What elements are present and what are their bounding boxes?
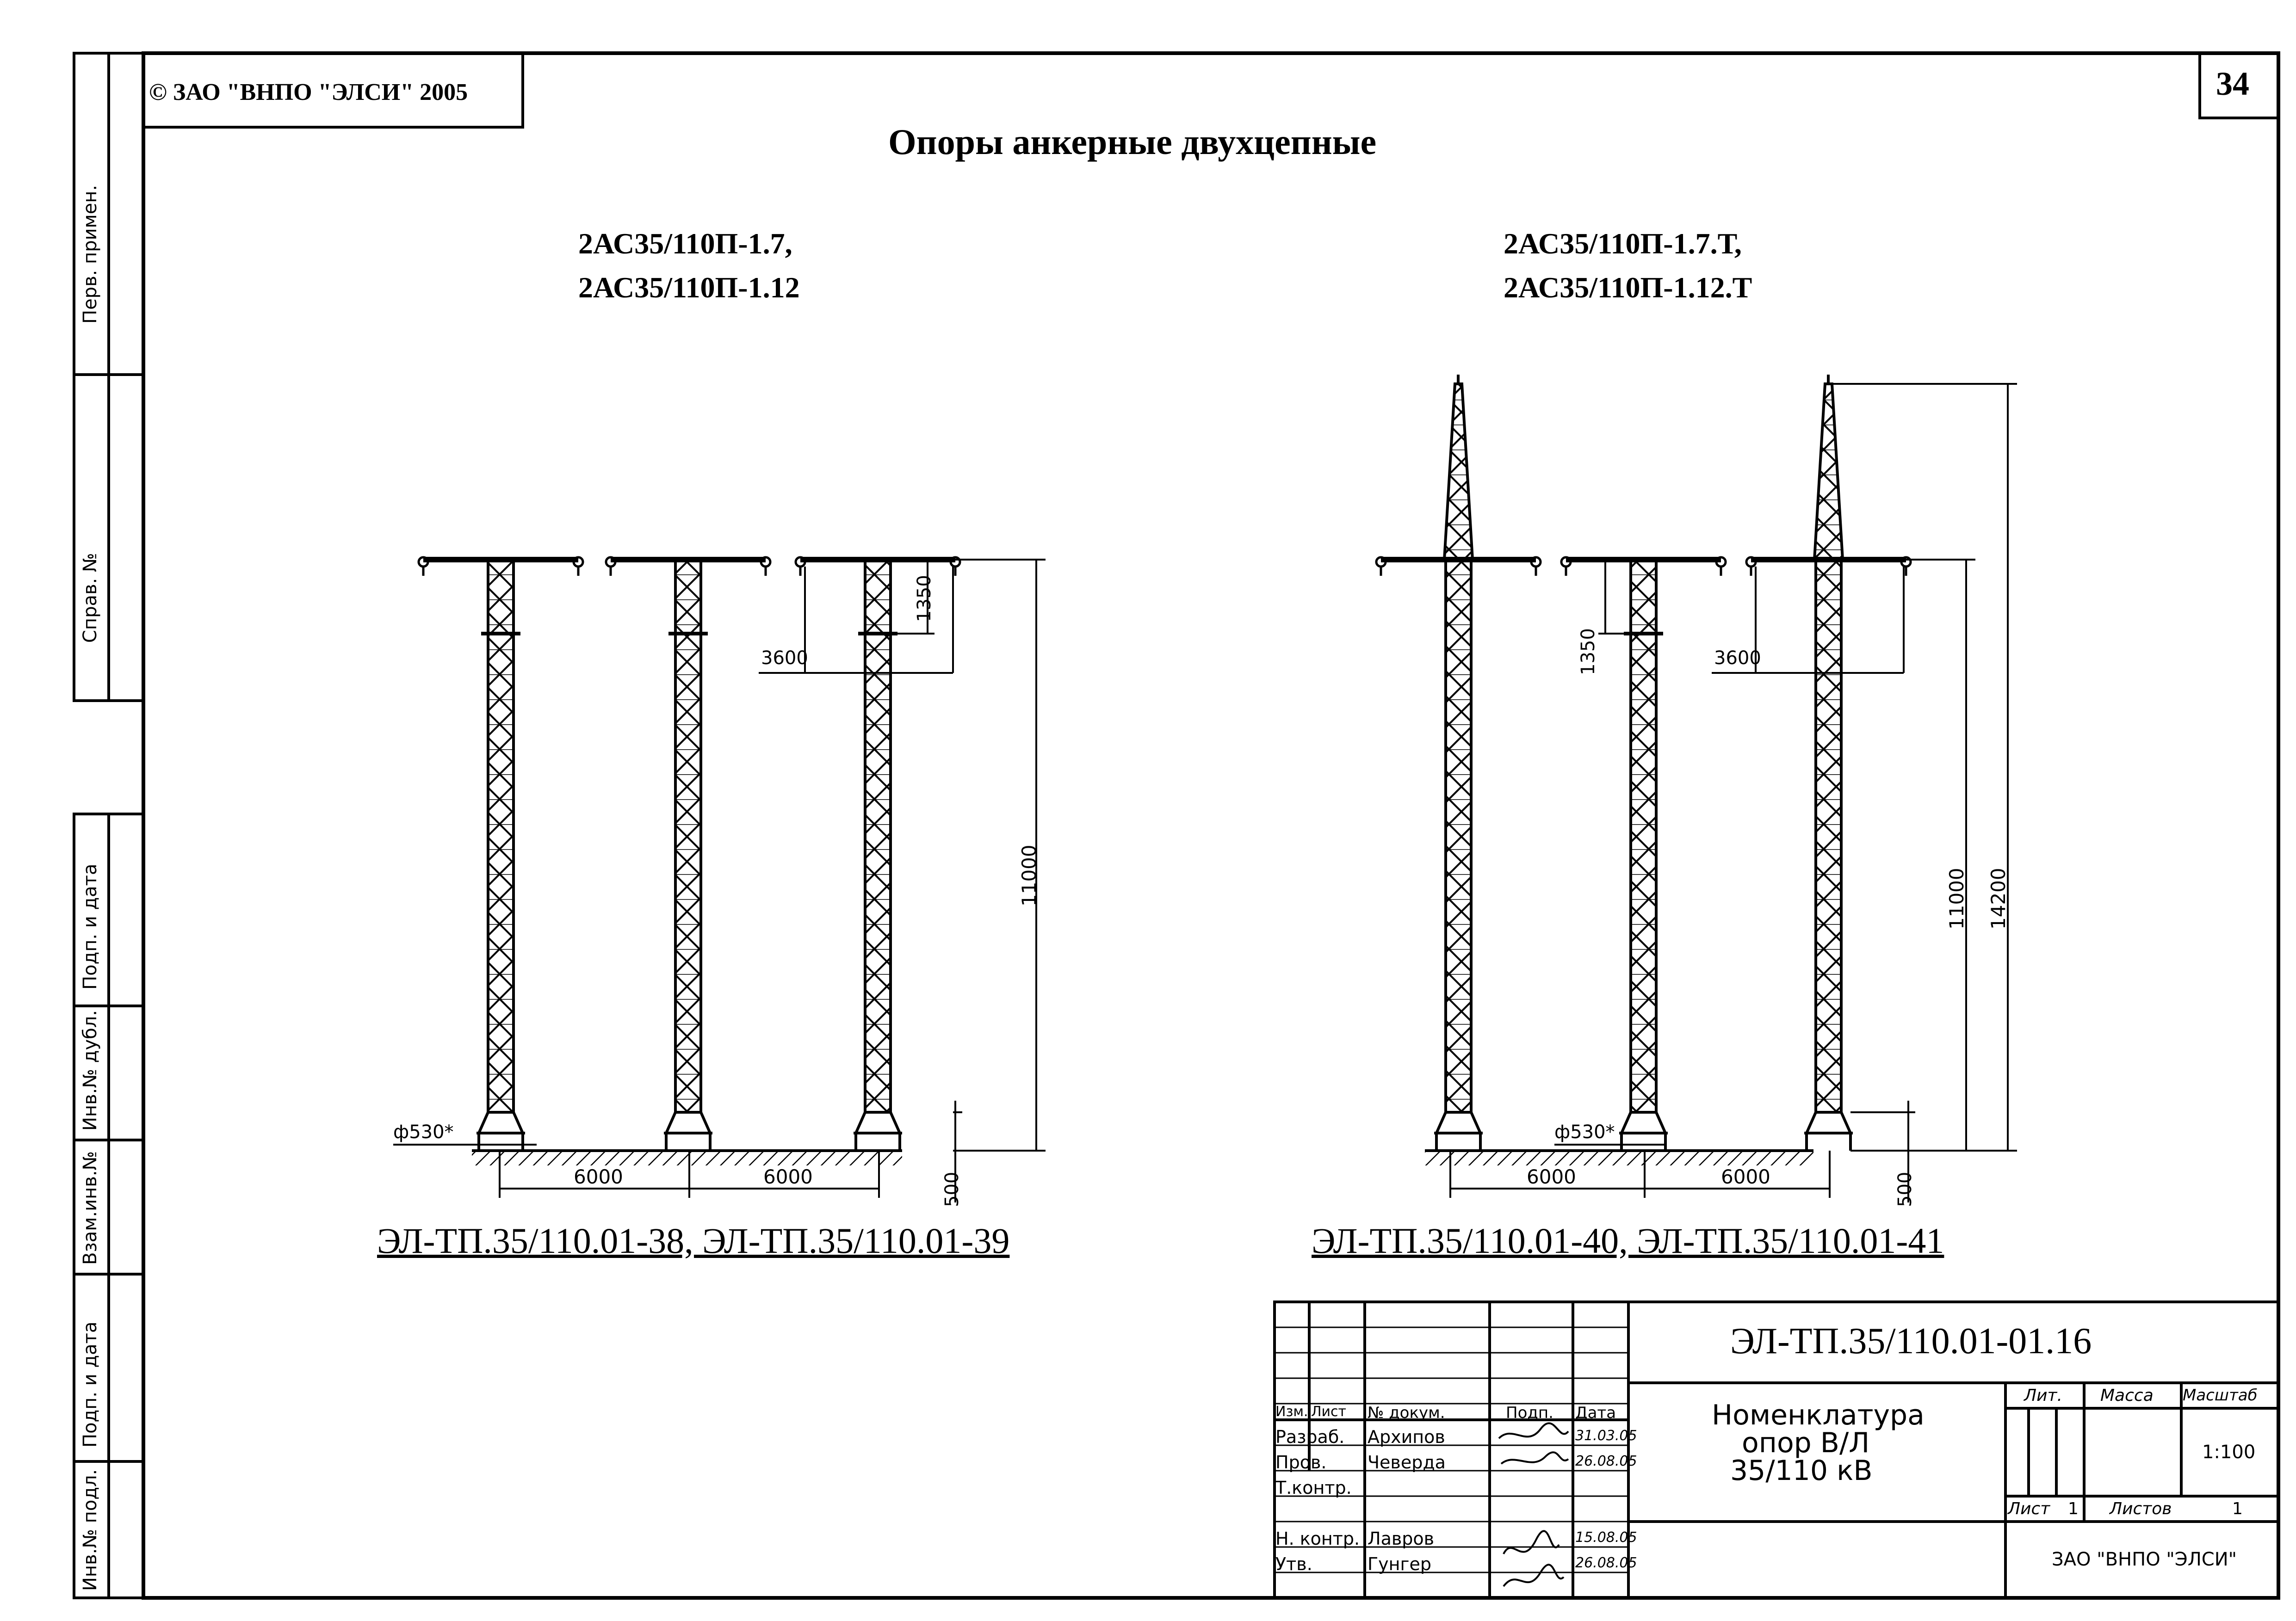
left-spacing-1: 6000 bbox=[574, 1165, 623, 1188]
tower-right-3 bbox=[1746, 375, 1911, 1151]
role-prov: Пров. bbox=[1275, 1452, 1327, 1473]
sheets-value: 1 bbox=[2232, 1499, 2243, 1518]
hdr-data: Дата bbox=[1575, 1404, 1616, 1422]
hdr-podp: Подп. bbox=[1506, 1404, 1553, 1422]
date-utv: 26.08.05 bbox=[1575, 1555, 1637, 1571]
doc-name-line-3: 35/110 кВ bbox=[1730, 1455, 1873, 1487]
right-spacing-2: 6000 bbox=[1721, 1165, 1770, 1188]
date-razrab: 31.03.05 bbox=[1575, 1428, 1637, 1444]
name-razrab: Архипов bbox=[1368, 1427, 1445, 1447]
hdr-izm: Изм. bbox=[1275, 1404, 1308, 1420]
role-tkontr: Т.контр. bbox=[1275, 1478, 1352, 1498]
left-tower-group bbox=[393, 557, 1046, 1202]
left-spacing-2: 6000 bbox=[763, 1165, 813, 1188]
left-code-1: 2АС35/110П-1.7, bbox=[578, 227, 792, 260]
side-sprav-no: Справ. № bbox=[80, 553, 101, 643]
hdr-dokum: № докум. bbox=[1368, 1404, 1445, 1422]
right-code-1: 2АС35/110П-1.7.Т, bbox=[1504, 227, 1742, 260]
left-code-2: 2АС35/110П-1.12 bbox=[578, 271, 800, 304]
copyright-text: © ЗАО "ВНПО "ЭЛСИ" 2005 bbox=[149, 79, 468, 105]
right-base: 500 bbox=[1894, 1171, 1916, 1207]
outer-frame bbox=[143, 53, 2278, 1598]
masshtab-label: Масштаб bbox=[2183, 1386, 2258, 1405]
left-height: 11000 bbox=[1018, 844, 1040, 906]
date-nkontr: 15.08.05 bbox=[1575, 1529, 1637, 1546]
page-title: Опоры анкерные двухцепные bbox=[888, 122, 1377, 162]
organization: ЗАО "ВНПО "ЭЛСИ" bbox=[2052, 1549, 2237, 1570]
tower-right-1 bbox=[1376, 375, 1541, 1151]
tower-left-2 bbox=[606, 557, 770, 1151]
right-crossarm-width: 3600 bbox=[1714, 647, 1761, 669]
side-vzam-inv: Взам.инв.№ bbox=[80, 1151, 101, 1265]
right-spacing-1: 6000 bbox=[1527, 1165, 1576, 1188]
left-designation: ЭЛ-ТП.35/110.01-38, ЭЛ-ТП.35/110.01-39 bbox=[377, 1220, 1010, 1261]
right-height: 11000 bbox=[1945, 868, 1968, 930]
right-designation: ЭЛ-ТП.35/110.01-40, ЭЛ-ТП.35/110.01-41 bbox=[1312, 1220, 1944, 1261]
side-perv-primen: Перв. примен. bbox=[80, 185, 101, 324]
right-tower-group bbox=[1376, 375, 2017, 1202]
doc-name-line-1: Номенклатура bbox=[1712, 1399, 1925, 1431]
sheet-value: 1 bbox=[2068, 1499, 2079, 1518]
right-crossarm-drop: 1350 bbox=[1578, 628, 1599, 675]
doc-code: ЭЛ-ТП.35/110.01-01.16 bbox=[1730, 1321, 2092, 1362]
role-razrab: Разраб. bbox=[1275, 1427, 1345, 1447]
side-inv-podl: Инв.№ подл. bbox=[80, 1469, 101, 1591]
scale-value: 1:100 bbox=[2202, 1442, 2256, 1463]
signature-marks bbox=[1490, 1420, 1573, 1598]
sheet-number: 34 bbox=[2216, 65, 2249, 102]
massa-label: Масса bbox=[2100, 1386, 2154, 1405]
left-crossarm-drop: 1350 bbox=[914, 575, 935, 622]
hdr-list: Лист bbox=[1311, 1404, 1347, 1420]
doc-name-line-2: опор В/Л bbox=[1742, 1427, 1870, 1459]
tower-left-3 bbox=[796, 557, 960, 1151]
side-inv-dubl: Инв.№ дубл. bbox=[80, 1010, 101, 1131]
name-prov: Чеверда bbox=[1368, 1452, 1446, 1473]
side-podp-data-1: Подп. и дата bbox=[80, 863, 101, 990]
name-nkontr: Лавров bbox=[1368, 1529, 1435, 1549]
tower-left-1 bbox=[419, 557, 583, 1151]
left-diameter: ф530* bbox=[393, 1122, 454, 1143]
right-total-height: 14200 bbox=[1987, 868, 2010, 930]
name-utv: Гунгер bbox=[1368, 1554, 1431, 1574]
right-dimension-lines bbox=[1450, 384, 2017, 1202]
role-nkontr: Н. контр. bbox=[1275, 1529, 1360, 1549]
right-diameter: ф530* bbox=[1554, 1122, 1615, 1143]
lit-label: Лит. bbox=[2024, 1386, 2062, 1405]
left-base: 500 bbox=[941, 1171, 963, 1207]
date-prov: 26.08.05 bbox=[1575, 1453, 1637, 1469]
role-utv: Утв. bbox=[1275, 1554, 1312, 1574]
left-crossarm-width: 3600 bbox=[761, 647, 808, 669]
sheet-label: Лист bbox=[2008, 1499, 2050, 1518]
side-podp-data-2: Подп. и дата bbox=[80, 1321, 101, 1448]
right-code-2: 2АС35/110П-1.12.Т bbox=[1504, 271, 1752, 304]
sheets-label: Листов bbox=[2110, 1499, 2172, 1518]
